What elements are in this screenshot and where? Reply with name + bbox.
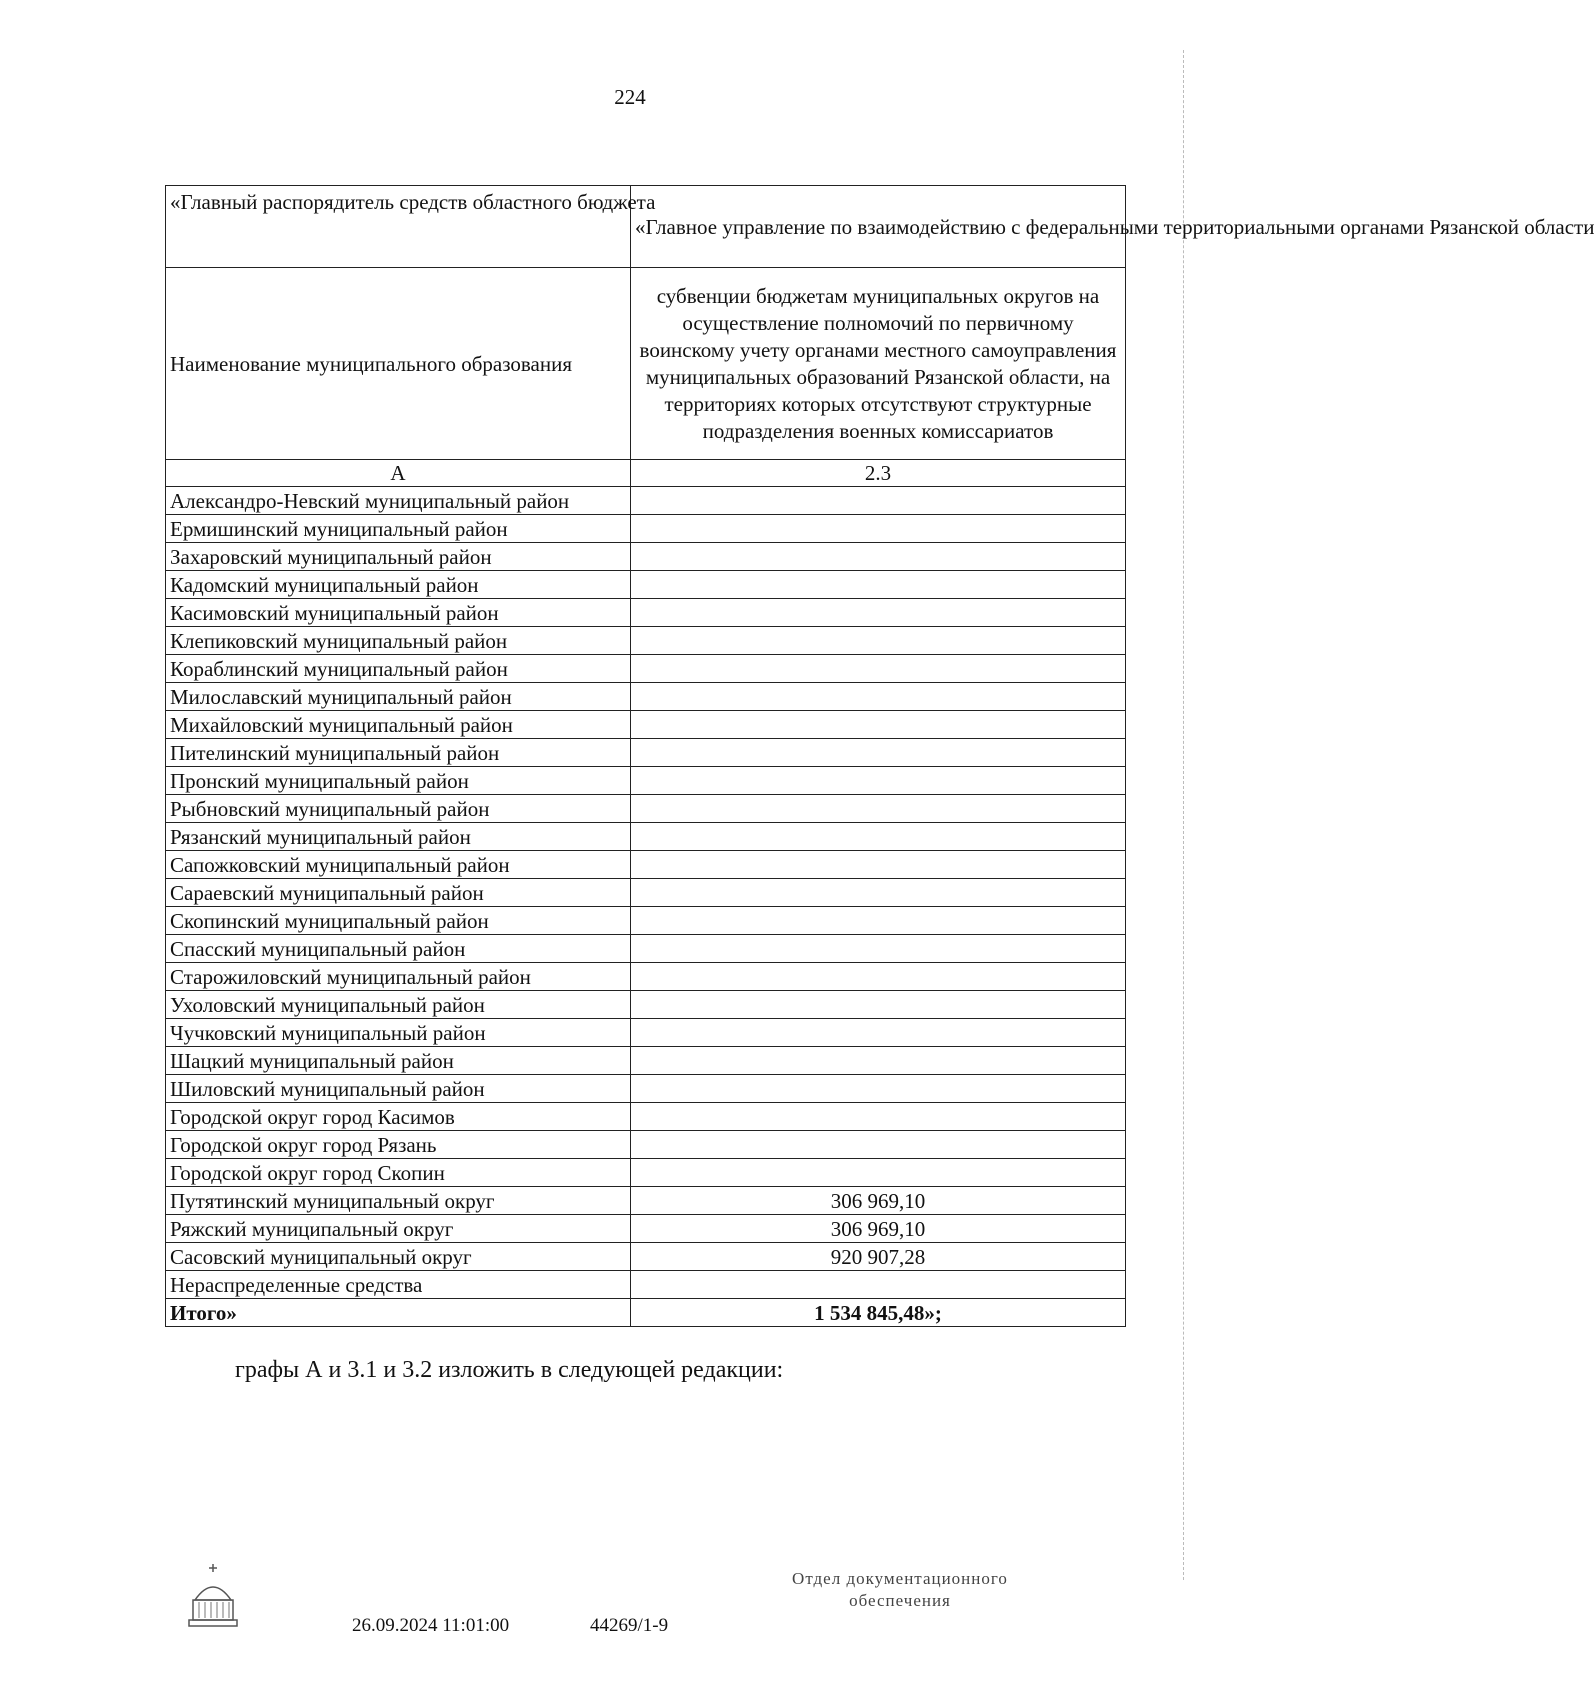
- total-label: Итого»: [166, 1299, 631, 1327]
- budget-table: [165, 185, 1594, 1327]
- subvention-value: [631, 767, 1126, 795]
- table-row: [166, 1019, 1126, 1047]
- table-row: [166, 1271, 1126, 1299]
- municipality-name: Рыбновский муниципальный район: [166, 795, 631, 823]
- subvention-value: [631, 823, 1126, 851]
- table-row: [166, 851, 1126, 879]
- municipality-name: Сараевский муниципальный район: [166, 879, 631, 907]
- subvention-value: [631, 711, 1126, 739]
- table-row: [166, 767, 1126, 795]
- subvention-value: [631, 963, 1126, 991]
- table-row: [166, 1215, 1126, 1243]
- subvention-value: 306 969,10: [631, 1187, 1126, 1215]
- municipality-name: Старожиловский муниципальный район: [166, 963, 631, 991]
- table-row: [166, 1131, 1126, 1159]
- subvention-value: [631, 487, 1126, 515]
- table-row: [166, 711, 1126, 739]
- subvention-value: [631, 1159, 1126, 1187]
- subvention-value: [631, 683, 1126, 711]
- subvention-value: [631, 935, 1126, 963]
- municipality-name: Сасовский муниципальный округ: [166, 1243, 631, 1271]
- header-right-name: субвенции бюджетам муниципальных округов на осуществление полномочий по первичному воинскому учету органами местного самоуправления муниципальных образований Рязанской области, на территориях которых отсутствуют структурные подразделения военных комиссариатов: [631, 268, 1126, 460]
- table-row: [166, 571, 1126, 599]
- subvention-value: [631, 795, 1126, 823]
- table-row: [166, 1159, 1126, 1187]
- subvention-value: [631, 571, 1126, 599]
- subvention-value: [631, 655, 1126, 683]
- header-right-title: «Главное управление по взаимодействию с федеральными территориальными органами Рязанской области: [631, 186, 1126, 268]
- municipality-name: Ряжский муниципальный округ: [166, 1215, 631, 1243]
- table-row: [166, 599, 1126, 627]
- table-row: [166, 739, 1126, 767]
- municipality-name: Рязанский муниципальный район: [166, 823, 631, 851]
- table-row: [166, 683, 1126, 711]
- municipality-name: Сапожковский муниципальный район: [166, 851, 631, 879]
- subvention-value: [631, 879, 1126, 907]
- table-row: [166, 991, 1126, 1019]
- municipality-name: Нераспределенные средства: [166, 1271, 631, 1299]
- table-row: [166, 935, 1126, 963]
- subvention-value: [631, 1271, 1126, 1299]
- municipality-name: Михайловский муниципальный район: [166, 711, 631, 739]
- subvention-value: [631, 1019, 1126, 1047]
- subvention-value: 920 907,28: [631, 1243, 1126, 1271]
- subvention-value: [631, 543, 1126, 571]
- table-row: [166, 627, 1126, 655]
- subvention-value: [631, 1131, 1126, 1159]
- municipality-name: Захаровский муниципальный район: [166, 543, 631, 571]
- table-row: [166, 1187, 1126, 1215]
- subvention-value: 306 969,10: [631, 1215, 1126, 1243]
- subvention-value: [631, 599, 1126, 627]
- table-row: [166, 487, 1126, 515]
- subvention-value: [631, 739, 1126, 767]
- total-row: [166, 1299, 1126, 1327]
- subvention-value: [631, 1047, 1126, 1075]
- municipality-name: Кадомский муниципальный район: [166, 571, 631, 599]
- municipality-name: Скопинский муниципальный район: [166, 907, 631, 935]
- municipality-name: Ухоловский муниципальный район: [166, 991, 631, 1019]
- footer-doc-number: 44269/1-9: [590, 1615, 669, 1636]
- emblem-icon: [183, 1560, 243, 1632]
- footer-date: 26.09.2024 11:01:00: [352, 1615, 510, 1636]
- total-value: 1 534 845,48»;: [631, 1299, 1126, 1327]
- municipality-name: Милославский муниципальный район: [166, 683, 631, 711]
- municipality-name: Городской округ город Рязань: [166, 1131, 631, 1159]
- table-row: [166, 879, 1126, 907]
- subvention-value: [631, 991, 1126, 1019]
- table-row: [166, 1075, 1126, 1103]
- subvention-value: [631, 1075, 1126, 1103]
- scan-margin-marks: [1183, 50, 1190, 1580]
- table-row: [166, 907, 1126, 935]
- municipality-name: Александро-Невский муниципальный район: [166, 487, 631, 515]
- municipality-name: Городской округ город Касимов: [166, 1103, 631, 1131]
- subvention-value: [631, 907, 1126, 935]
- department-stamp: [760, 1568, 1040, 1612]
- municipality-name: Чучковский муниципальный район: [166, 1019, 631, 1047]
- municipality-name: Пронский муниципальный район: [166, 767, 631, 795]
- table-row: [166, 655, 1126, 683]
- subvention-value: [631, 1103, 1126, 1131]
- table-row: [166, 1047, 1126, 1075]
- municipality-name: Городской округ город Скопин: [166, 1159, 631, 1187]
- subvention-value: [631, 515, 1126, 543]
- subvention-value: [631, 851, 1126, 879]
- table-row: [166, 515, 1126, 543]
- municipality-name: Шиловский муниципальный район: [166, 1075, 631, 1103]
- stamp-line-1: Отдел документационного: [792, 1569, 1008, 1588]
- header-left-name: Наименование муниципального образования: [166, 268, 631, 460]
- header-left-title: «Главный распорядитель средств областного бюджета: [166, 186, 631, 268]
- table-row: [166, 1103, 1126, 1131]
- stamp-line-2: обеспечения: [849, 1591, 951, 1610]
- table-row: [166, 1243, 1126, 1271]
- table-row: [166, 543, 1126, 571]
- table-row: [166, 823, 1126, 851]
- municipality-name: Клепиковский муниципальный район: [166, 627, 631, 655]
- municipality-name: Шацкий муниципальный район: [166, 1047, 631, 1075]
- page-number: 224: [614, 85, 646, 109]
- subvention-value: [631, 627, 1126, 655]
- column-number-left: А: [166, 460, 631, 487]
- municipality-name: Спасский муниципальный район: [166, 935, 631, 963]
- instruction-text: графы А и 3.1 и 3.2 изложить в следующей редакции:: [235, 1357, 784, 1383]
- municipality-name: Касимовский муниципальный район: [166, 599, 631, 627]
- table-row: [166, 963, 1126, 991]
- municipality-name: Пителинский муниципальный район: [166, 739, 631, 767]
- municipality-name: Кораблинский муниципальный район: [166, 655, 631, 683]
- municipality-name: Ермишинский муниципальный район: [166, 515, 631, 543]
- column-number-right: 2.3: [631, 460, 1126, 487]
- municipality-name: Путятинский муниципальный округ: [166, 1187, 631, 1215]
- table-row: [166, 795, 1126, 823]
